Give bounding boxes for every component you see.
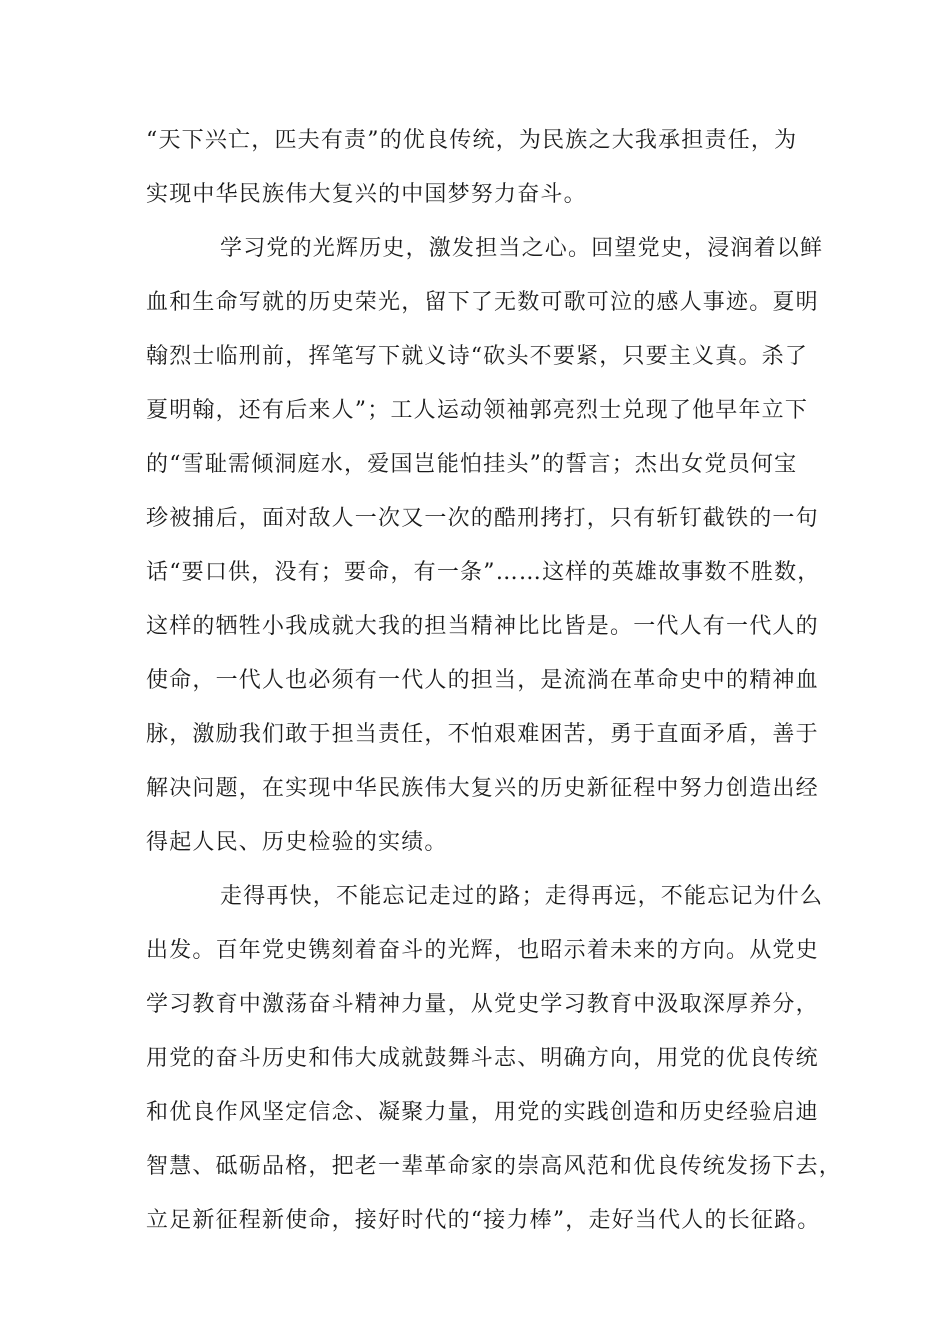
paragraph-2-line-4: 夏明翰，还有后来人”；工人运动领袖郭亮烈士兑现了他早年立下 [146, 398, 809, 423]
paragraph-1-line-2: 实现中华民族伟大复兴的中国梦努力奋斗。 [146, 182, 587, 207]
paragraph-3-line-4: 用党的奋斗历史和伟大成就鼓舞斗志、明确方向，用党的优良传统 [146, 1046, 819, 1071]
paragraph-2-line-2: 血和生命写就的历史荣光，留下了无数可歌可泣的感人事迹。夏明 [146, 290, 819, 315]
paragraph-2-line-7: 话“要口供，没有；要命，有一条”……这样的英雄故事数不胜数， [146, 560, 821, 585]
paragraph-2-line-3: 翰烈士临刑前，挥笔写下就义诗“砍头不要紧，只要主义真。杀了 [146, 344, 809, 369]
document-body [146, 128, 843, 1262]
paragraph-3-line-5: 和优良作风坚定信念、凝聚力量，用党的实践创造和历史经验启迪 [146, 1100, 819, 1125]
paragraph-3-line-3: 学习教育中激荡奋斗精神力量，从党史学习教育中汲取深厚养分， [146, 992, 819, 1017]
paragraph-1-line-1: “天下兴亡，匹夫有责”的优良传统，为民族之大我承担责任，为 [146, 128, 798, 153]
paragraph-2-line-9: 使命，一代人也必须有一代人的担当，是流淌在革命史中的精神血 [146, 668, 819, 693]
paragraph-2-line-8: 这样的牺牲小我成就大我的担当精神比比皆是。一代人有一代人的 [146, 614, 819, 639]
paragraph-2-line-12: 得起人民、历史检验的实绩。 [146, 830, 448, 855]
paragraph-3-line-7: 立足新征程新使命，接好时代的“接力棒”，走好当代人的长征路。 [146, 1208, 821, 1233]
paragraph-2-line-11: 解决问题，在实现中华民族伟大复兴的历史新征程中努力创造出经 [146, 776, 819, 801]
paragraph-2-line-10: 脉，激励我们敢于担当责任，不怕艰难困苦，勇于直面矛盾，善于 [146, 722, 819, 747]
paragraph-2-line-1: 学习党的光辉历史，激发担当之心。回望党史，浸润着以鲜 [220, 236, 824, 261]
paragraph-2-line-5: 的“雪耻需倾洞庭水，爱国岂能怕挂头”的誓言；杰出女党员何宝 [146, 452, 798, 477]
paragraph-3-line-6: 智慧、砥砺品格，把老一辈革命家的崇高风范和优良传统发扬下去， [146, 1154, 843, 1179]
paragraph-3-line-2: 出发。百年党史镌刻着奋斗的光辉，也昭示着未来的方向。从党史 [146, 938, 819, 963]
paragraph-2-line-6: 珍被捕后，面对敌人一次又一次的酷刑拷打，只有斩钉截铁的一句 [146, 506, 819, 531]
paragraph-3-line-1: 走得再快，不能忘记走过的路；走得再远，不能忘记为什么 [220, 884, 824, 909]
